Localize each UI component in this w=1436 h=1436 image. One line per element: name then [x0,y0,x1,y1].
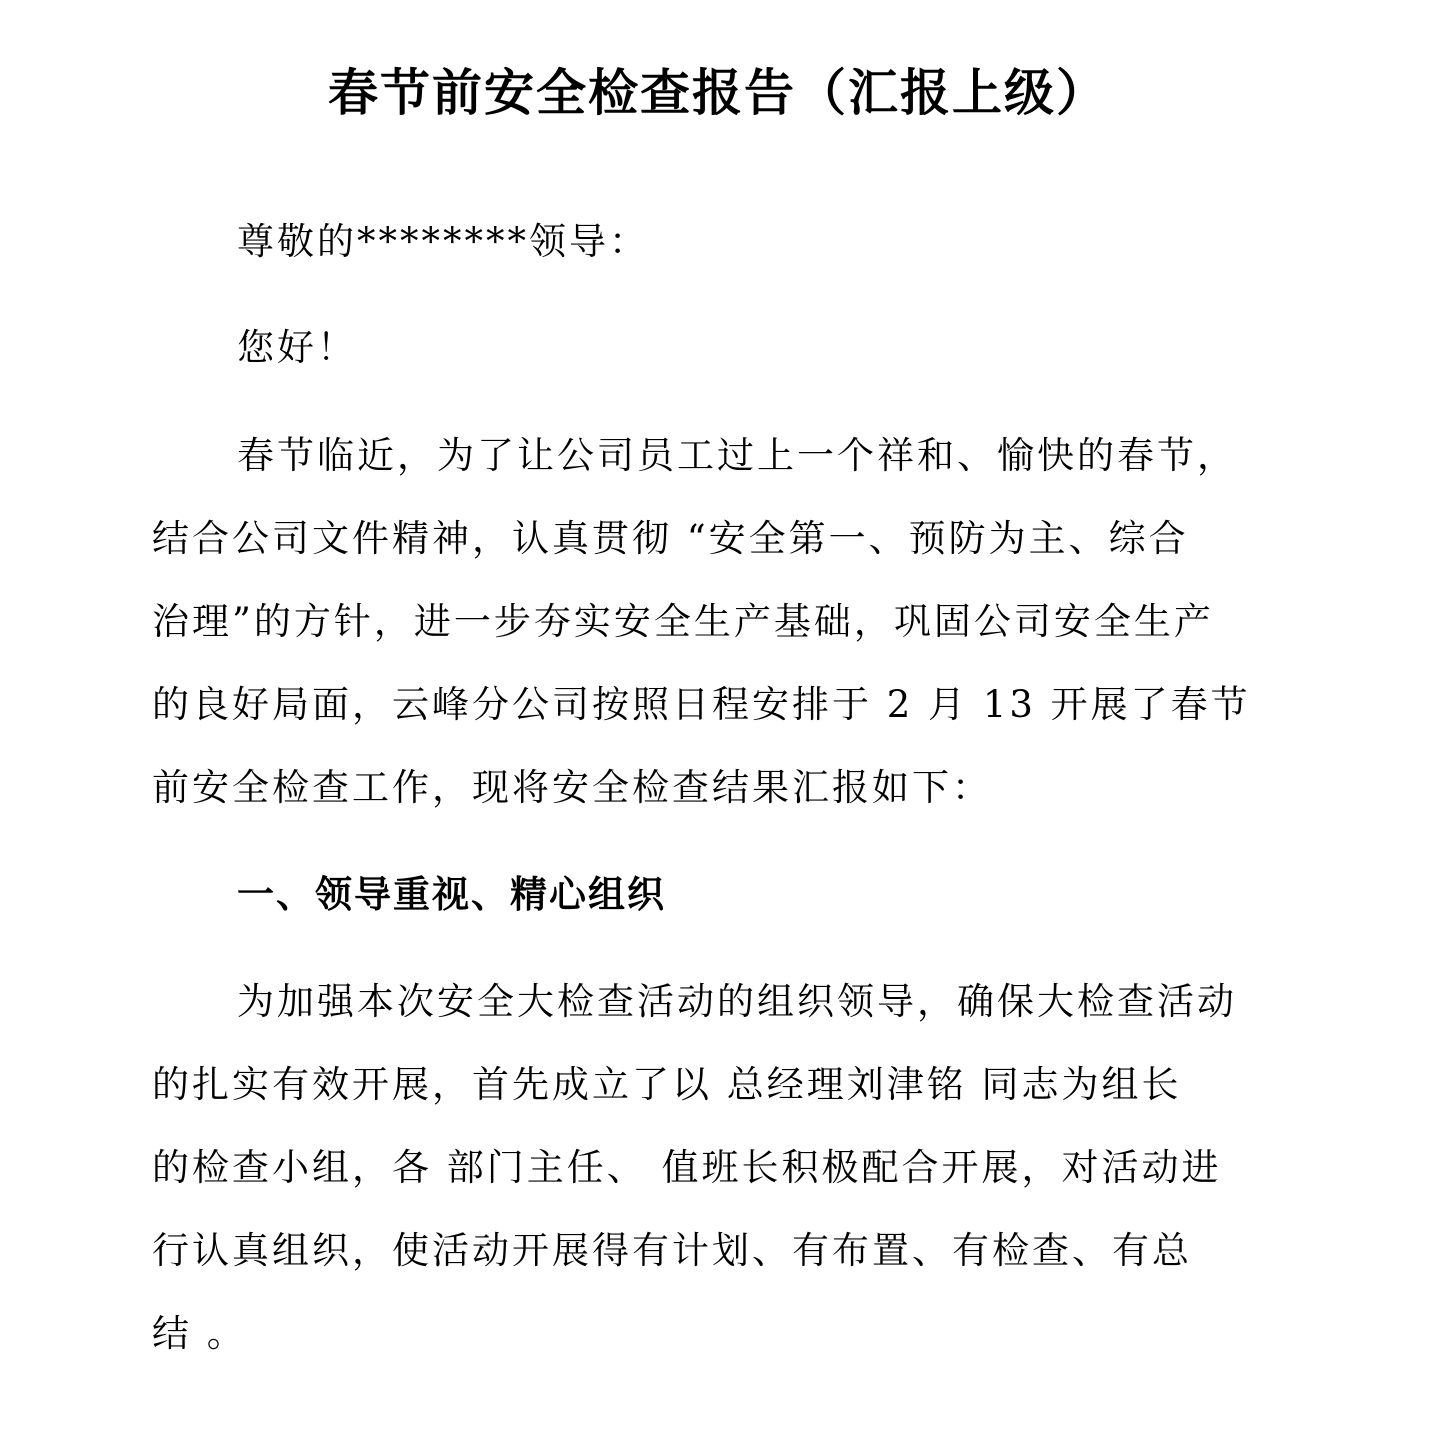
paragraph-2-line-2: 的扎实有效开展，首先成立了以 总经理刘津铭 同志为组长 [152,1063,1182,1106]
paragraph-2-line-1: 为加强本次安全大检查活动的组织领导，确保大检查活动 [237,980,1237,1023]
paragraph-1-line-1: 春节临近，为了让公司员工过上一个祥和、愉快的春节， [237,434,1237,477]
section-1-heading: 一、领导重视、精心组织 [237,872,666,916]
paragraph-1-line-5: 前安全检查工作，现将安全检查结果汇报如下： [152,766,992,809]
greeting: 您好！ [237,326,357,369]
paragraph-1-line-3: 治理”的方针，进一步夯实安全生产基础，巩固公司安全生产 [152,600,1214,643]
paragraph-2-line-5: 结 。 [152,1312,247,1355]
document-title: 春节前安全检查报告（汇报上级） [328,63,1108,122]
paragraph-1-line-4: 的良好局面，云峰分公司按照日程安排于 2 月 13 开展了春节 [152,683,1251,726]
paragraph-2-line-3: 的检查小组，各 部门主任、 值班长积极配合开展，对活动进 [152,1146,1222,1189]
paragraph-1-line-2: 结合公司文件精神，认真贯彻 “安全第一、预防为主、综合 [152,517,1189,560]
paragraph-2-line-4: 行认真组织，使活动开展得有计划、有布置、有检查、有总 [152,1229,1192,1272]
salutation: 尊敬的********领导： [237,220,649,263]
